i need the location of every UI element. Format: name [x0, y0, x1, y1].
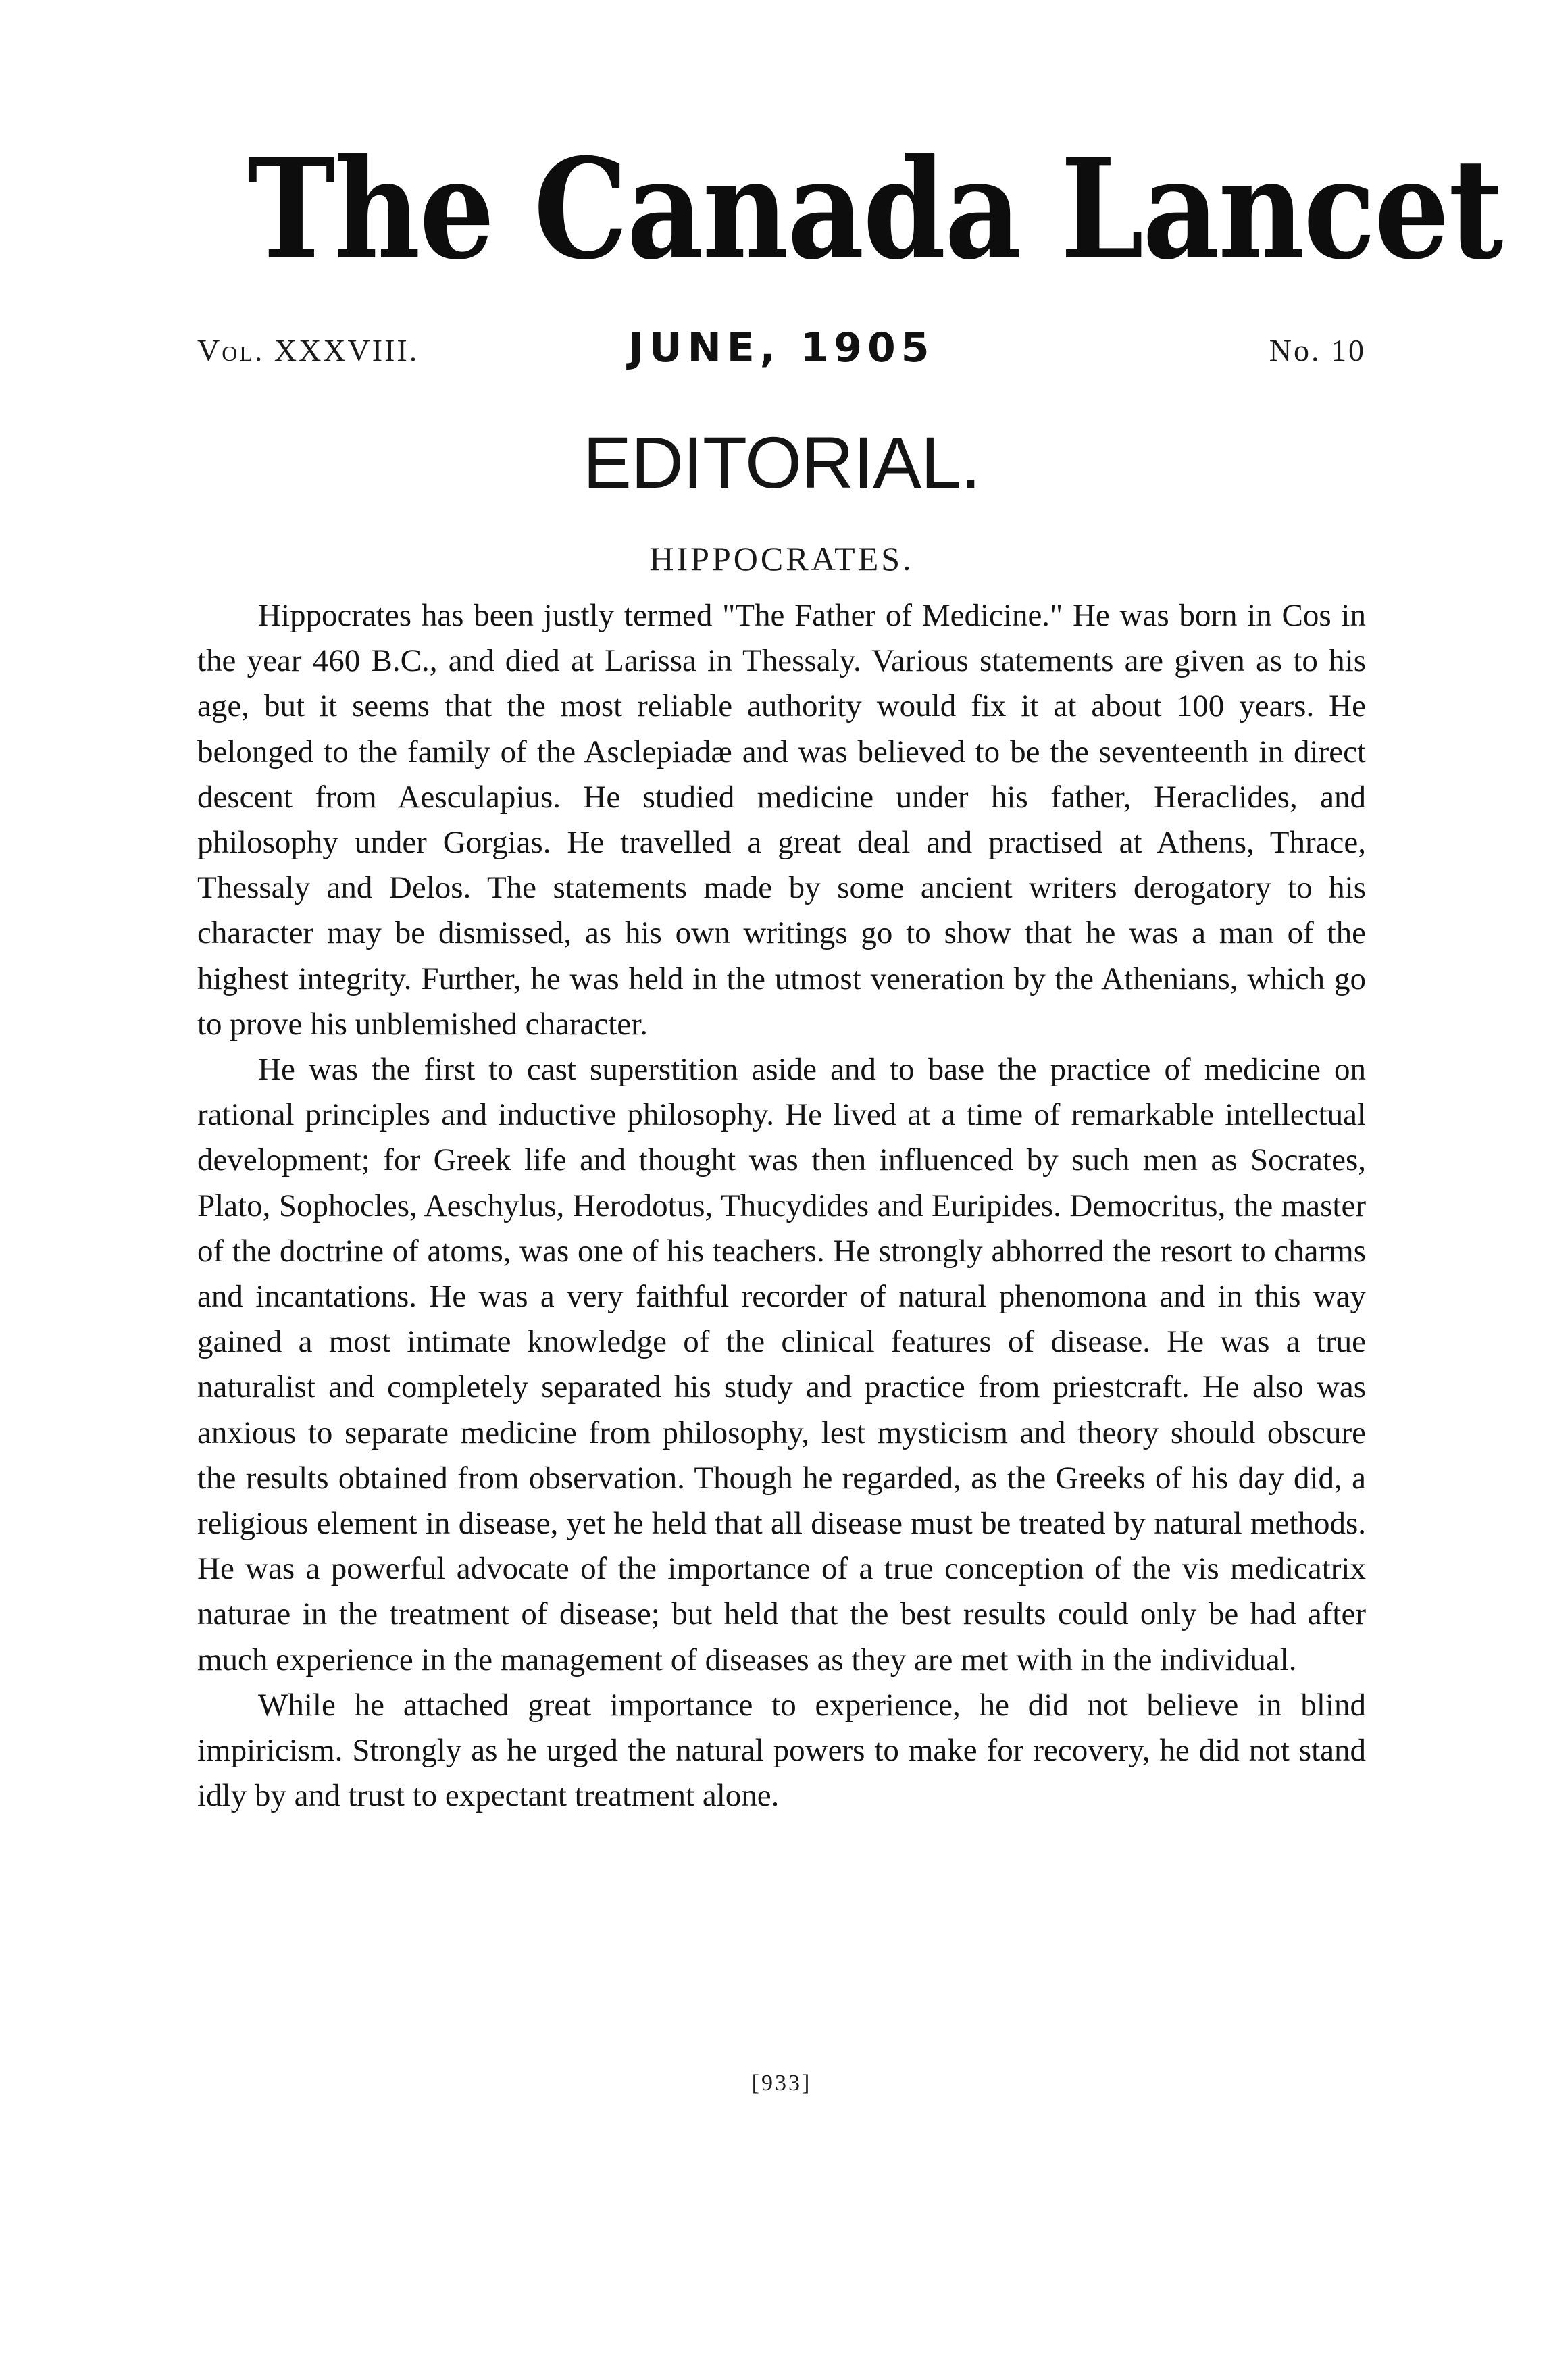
issue-number: No. 10 [1269, 333, 1366, 368]
article-paragraph: Hippocrates has been justly termed "The Father of Medicine." He was born in Cos in the year 460 B.C., and died at Larissa in Thessaly. Various statements are given as to his age, but it seems that the most reliable authority would fix it at about 100 years. He belonged to the family of the Asclepiadæ and was believed to be the seventeenth in direct descent from Aesculapius. He studied medicine under his father, Heraclides, and philosophy under Gorgias. He travelled a great deal and practised at Athens, Thrace, Thessaly and Delos. The statements made by some ancient writers derogatory to his character may be dismissed, as his own writings go to show that he was a man of the highest integrity. Further, he was held in the utmost veneration by the Athenians, which go to prove his unblemished character. [197, 598, 1366, 1042]
issue-volume: Vol. XXXVIII. [197, 333, 420, 368]
issue-info-row [197, 324, 1366, 378]
issue-date: JUNE, 1905 [628, 324, 935, 372]
section-heading: EDITORIAL. [582, 422, 981, 503]
article-paragraph: He was the first to cast superstition aside and to base the practice of medicine on rational principles and inductive philosophy. He lived at a time of remarkable intellectual development; for Greek life and thought was then influenced by such men as Socrates, Plato, Sophocles, Aeschylus, Herodotus, Thucydides and Euripides. Democritus, the master of the doctrine of atoms, was one of his teachers. He strongly abhorred the resort to charms and incantations. He was a very faithful recorder of natural phenomona and in this way gained a most intimate knowledge of the clinical features of disease. He was a true naturalist and completely separated his study and practice from priestcraft. He also was anxious to separate medicine from philosophy, lest mysticism and theory should obscure the results obtained from observation. Though he regarded, as the Greeks of his day did, a religious element in disease, yet he held that all disease must be treated by natural methods. He was a powerful advocate of the importance of a true conception of the vis medicatrix naturae in the treatment of disease; but held that the best results could only be had after much experience in the management of diseases as they are met with in the individual. [197, 1052, 1366, 1677]
article-body [197, 593, 1366, 1819]
page-number: [933] [751, 2071, 812, 2096]
article-title: HIPPOCRATES. [649, 540, 914, 578]
journal-masthead: The Canada Lancet [247, 128, 1502, 290]
article-paragraph: While he attached great importance to experience, he did not believe in blind impiricism. Strongly as he urged the natural powers to make for recovery, he did not stand idly by and trust to expectant treatment alone. [197, 1687, 1366, 1814]
